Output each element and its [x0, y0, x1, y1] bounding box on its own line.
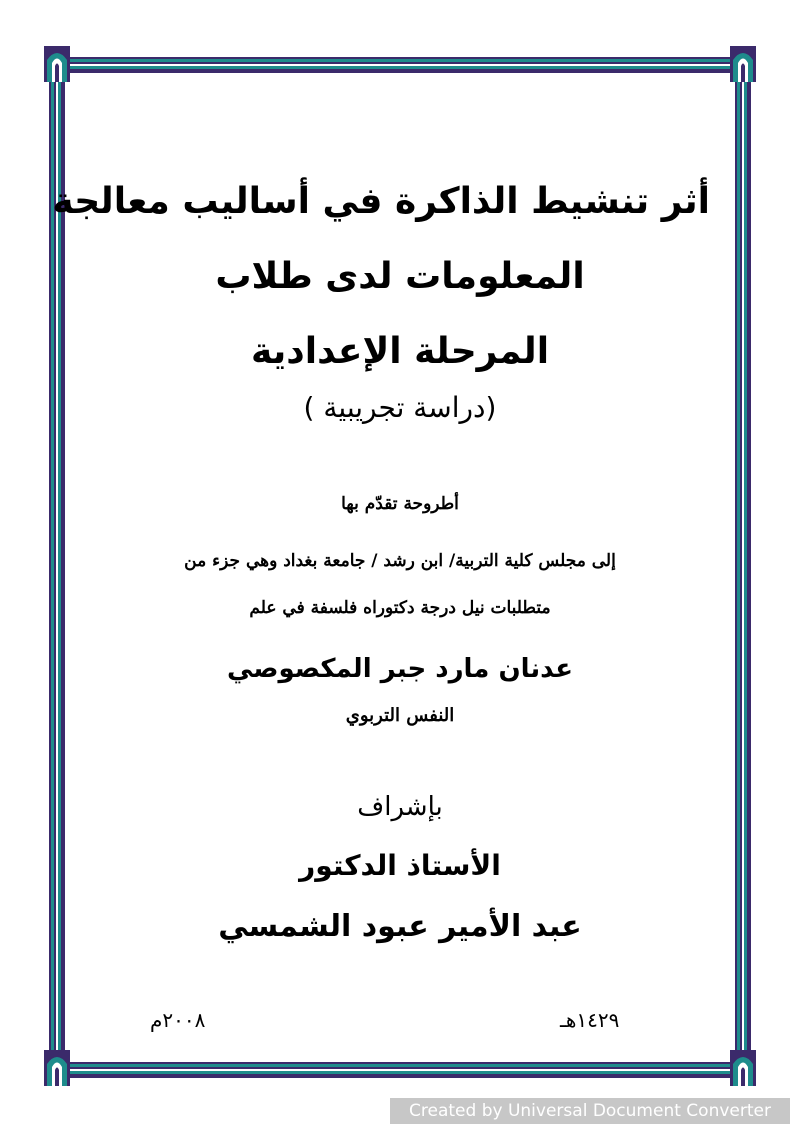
frame-corner-ornament-icon	[730, 46, 756, 82]
converter-watermark: Created by Universal Document Converter	[390, 1098, 790, 1124]
thesis-title-line-2: المعلومات لدى طلاب	[215, 256, 585, 297]
gregorian-date: ٢٠٠٨م	[150, 1008, 206, 1032]
submission-statement-line-2: إلى مجلس كلية التربية/ ابن رشد / جامعة بغداد وهي جزء من	[184, 551, 616, 571]
supervisor-name: عبد الأمير عبود الشمسي	[218, 909, 582, 944]
submission-statement-line-1: أطروحة تقدّم بها	[341, 494, 459, 514]
author-name: عدنان مارد جبر المكصوصي	[227, 654, 573, 684]
frame-right-border	[735, 55, 751, 1077]
frame-corner-ornament-icon	[44, 46, 70, 82]
specialty: النفس التربوي	[345, 705, 455, 726]
submission-statement-line-3: متطلبات نيل درجة دكتوراه فلسفة في علم	[249, 598, 551, 618]
supervision-label: بإشراف	[357, 792, 443, 822]
title-page	[52, 0, 710, 1132]
thesis-title-line-1: أثر تنشيط الذاكرة في أساليب معالجة	[52, 181, 710, 222]
frame-corner-ornament-icon	[730, 1050, 756, 1086]
frame-corner-ornament-icon	[44, 1050, 70, 1086]
hijri-date: ١٤٢٩هـ	[560, 1008, 620, 1032]
thesis-subtitle: (دراسة تجريبية )	[303, 391, 497, 424]
thesis-title-line-3: المرحلة الإعدادية	[250, 331, 550, 372]
supervisor-title: الأستاذ الدكتور	[299, 849, 501, 882]
